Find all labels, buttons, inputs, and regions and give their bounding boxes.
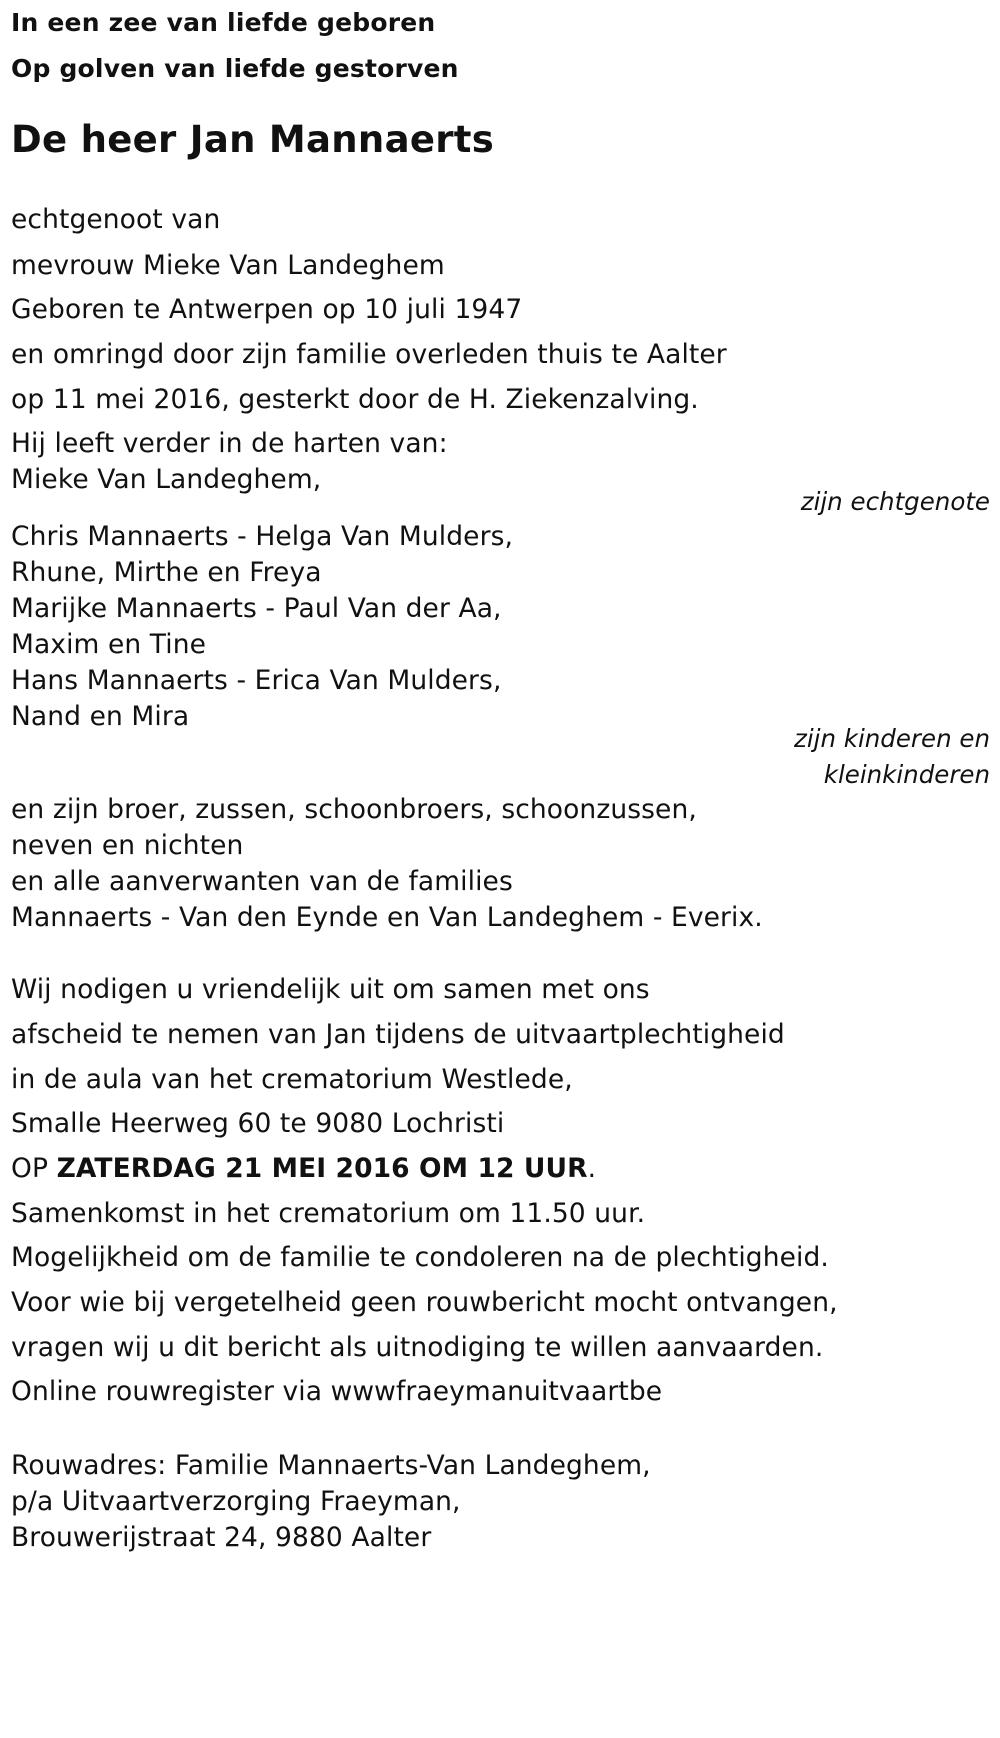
child-line: Chris Mannaerts - Helga Van Mulders, [11,521,514,552]
bio-line: Geboren te Antwerpen op 10 juli 1947 [11,294,523,325]
child-line: Rhune, Mirthe en Freya [11,557,322,588]
child-line: Marijke Mannaerts - Paul Van der Aa, [11,593,502,624]
address-line: p/a Uitvaartverzorging Fraeyman, [11,1486,461,1517]
spouse-name: Mieke Van Landeghem, [11,464,322,495]
details-line: Voor wie bij vergetelheid geen rouwbericht mocht ontvangen, [11,1287,838,1318]
invitation-line: afscheid te nemen van Jan tijdens de uitvaartplechtigheid [11,1019,785,1050]
relatives-line: neven en nichten [11,830,244,861]
ceremony-suffix: . [587,1153,597,1184]
children-role-line-2: kleinkinderen [823,760,990,789]
spouse-role: zijn echtgenote [800,487,990,516]
relatives-line: Mannaerts - Van den Eynde en Van Landeghem - Everix. [11,902,763,933]
bio-line: en omringd door zijn familie overleden thuis te Aalter [11,339,727,370]
invitation-line: Wij nodigen u vriendelijk uit om samen met ons [11,974,650,1005]
intro-line-1: In een zee van liefde geboren [11,8,436,37]
ceremony-date-time: ZATERDAG 21 MEI 2016 OM 12 UUR [56,1153,588,1184]
child-line: Maxim en Tine [11,629,207,660]
child-line: Nand en Mira [11,701,190,732]
bio-line: op 11 mei 2016, gesterkt door de H. Ziekenzalving. [11,384,699,415]
ceremony-line [11,1153,596,1184]
address-line: Rouwadres: Familie Mannaerts-Van Landeghem, [11,1450,651,1481]
relatives-line: en alle aanverwanten van de families [11,866,513,897]
details-line: Samenkomst in het crematorium om 11.50 uur. [11,1198,646,1229]
intro-line-2: Op golven van liefde gestorven [11,54,459,83]
invitation-line: in de aula van het crematorium Westlede, [11,1064,573,1095]
bio-line: mevrouw Mieke Van Landeghem [11,250,445,281]
details-line: vragen wij u dit bericht als uitnodiging te willen aanvaarden. [11,1332,824,1363]
bio-line: echtgenoot van [11,204,221,235]
relatives-line: en zijn broer, zussen, schoonbroers, schoonzussen, [11,794,697,825]
details-line: Mogelijkheid om de familie te condoleren na de plechtigheid. [11,1242,829,1273]
address-line: Brouwerijstraat 24, 9880 Aalter [11,1522,432,1553]
bio-line: Hij leeft verder in de harten van: [11,428,448,459]
deceased-name: De heer Jan Mannaerts [11,118,495,161]
child-line: Hans Mannaerts - Erica Van Mulders, [11,665,502,696]
ceremony-prefix: OP [11,1153,57,1184]
invitation-line: Smalle Heerweg 60 te 9080 Lochristi [11,1108,505,1139]
children-role-line-1: zijn kinderen en [794,724,990,753]
details-line: Online rouwregister via wwwfraeymanuitvaartbe [11,1376,663,1407]
